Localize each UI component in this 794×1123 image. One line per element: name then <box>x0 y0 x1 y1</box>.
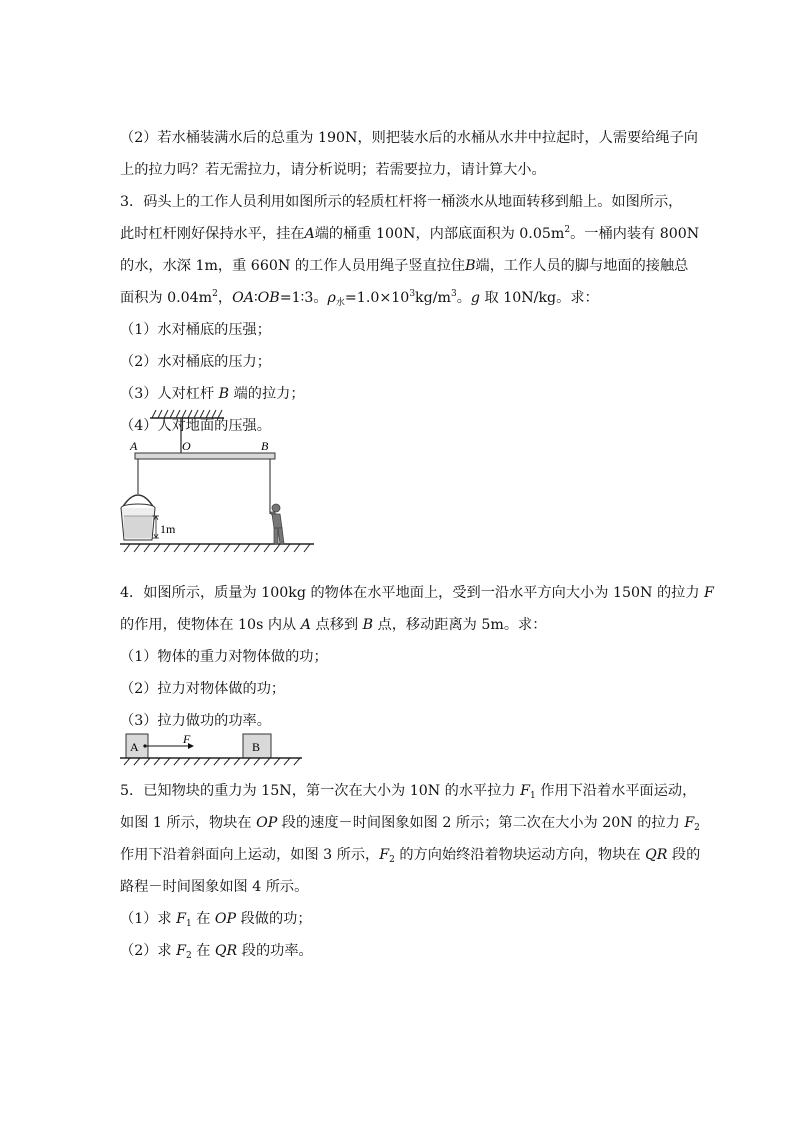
lever-bar <box>135 453 275 459</box>
q3-part3: （3）人对杠杆 B 端的拉力； <box>120 386 305 402</box>
q3-line1: 3．码头上的工作人员利用如图所示的轻质杠杆将一桶淡水从地面转移到船上。如图所示， <box>120 194 683 210</box>
q4-line2: 的作用，使物体在 10s 内从 A 点移到 B 点，移动距离为 5m。求： <box>120 617 547 633</box>
q4-part2: （2）拉力对物体做的功； <box>120 681 286 697</box>
ground-hatch <box>124 544 310 552</box>
worker-figure <box>270 504 284 544</box>
q3-part4: （4）人对地面的压强。 <box>120 418 271 434</box>
ab-motion-figure <box>118 728 308 768</box>
ceiling-hatch <box>152 410 222 418</box>
q5-part1: （1）求 $F_1$ 在 OP 段做的功； <box>120 911 312 929</box>
force-label: F <box>183 732 191 746</box>
depth-label: 1m <box>160 522 176 536</box>
q3-line4: 面积为 $0.04m^2$，OA∶OB=1∶3。$\rho_水=1.0\times 10^3kg/m^3$。g 取 10N/kg。求： <box>120 289 599 308</box>
lever-label-o: O <box>182 439 191 453</box>
lever-figure <box>118 404 318 572</box>
q3-part2: （2）水对桶底的压力； <box>120 354 271 370</box>
q4-line1: 4．如图所示，质量为 100kg 的物体在水平地面上，受到一沿水平方向大小为 150N 的拉力 F <box>120 585 714 601</box>
q5-line4: 路程－时间图象如图 4 所示。 <box>120 879 309 895</box>
floor-hatch <box>124 758 300 765</box>
q2-part2-line1: （2）若水桶装满水后的总重为 190N，则把装水后的水桶从水井中拉起时，人需要给绳子向 <box>120 130 698 146</box>
q3-part1: （1）水对桶底的压强； <box>120 322 271 338</box>
q5-line1: 5．已知物块的重力为 15N，第一次在大小为 10N 的水平拉力 $F_1$ 作用下沿着水平面运动， <box>120 783 697 801</box>
q4-part3: （3）拉力做功的功率。 <box>120 713 271 729</box>
q4-part1: （1）物体的重力对物体做的功； <box>120 649 328 665</box>
q5-line2: 如图 1 所示，物块在 OP 段的速度－时间图象如图 2 所示；第二次在大小为 20N 的拉力 $F_2$ <box>120 815 700 833</box>
q3-line3: 的水，水深 1m，重 660N 的工作人员用绳子竖直拉住B端，工作人员的脚与地面的接触总 <box>120 258 689 274</box>
lever-label-b: B <box>261 439 269 453</box>
q5-line3: 作用下沿着斜面向上运动，如图 3 所示，$F_2$ 的方向始终沿着物块运动方向，物块在 QR 段的 <box>120 847 701 865</box>
block-a-label: A <box>130 740 139 754</box>
q3-line2: 此时杠杆刚好保持水平，挂在A端的桶重 100N，内部底面积为 $0.05m^2$。一桶内装有 800N <box>120 225 700 242</box>
lever-label-a: A <box>130 439 138 453</box>
block-b-label: B <box>252 740 261 754</box>
q2-part2-line2: 上的拉力吗？若无需拉力，请分析说明；若需要拉力，请计算大小。 <box>120 162 546 178</box>
q5-part2: （2）求 $F_2$ 在 QR 段的功率。 <box>120 943 313 961</box>
bucket <box>121 495 155 540</box>
